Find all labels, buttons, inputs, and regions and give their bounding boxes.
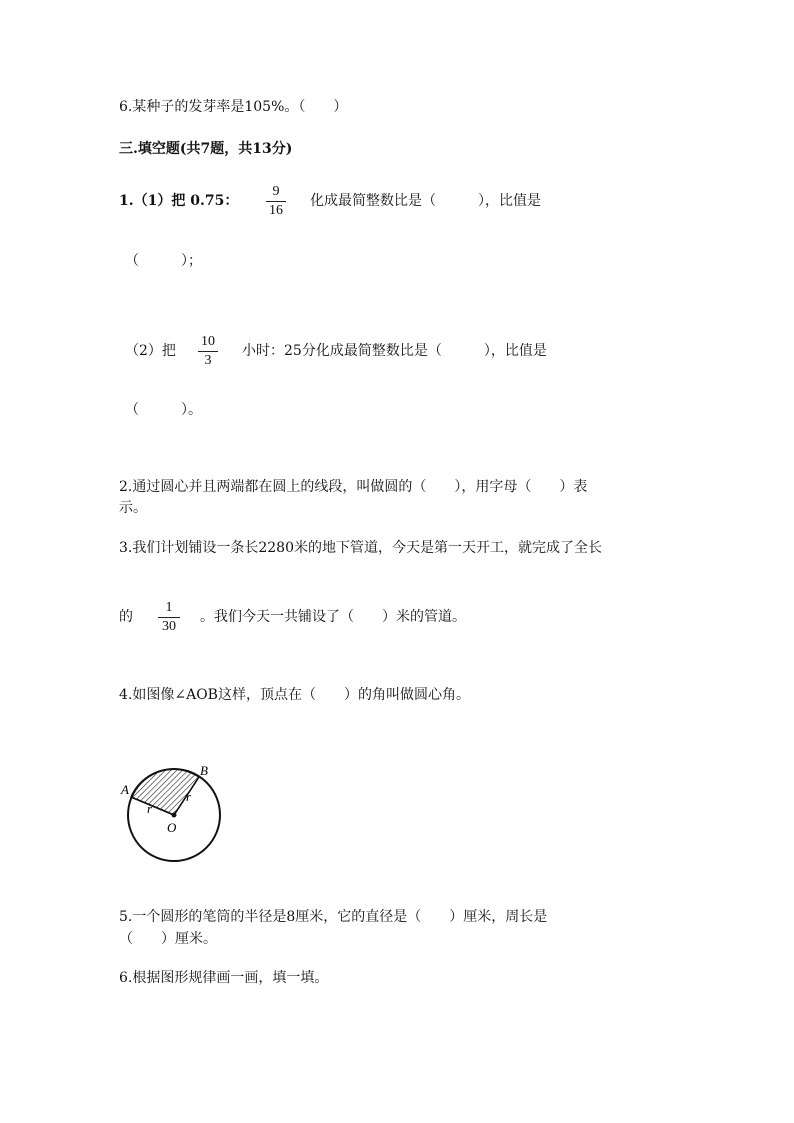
q3-line1: 3.我们计划铺设一条长2280米的地下管道，今天是第一天开工，就完成了全长 [119,540,602,556]
fraction-numerator: 10 [201,334,215,349]
q2-line2: 示。 [119,500,147,516]
q2-line1: 2.通过圆心并且两端都在圆上的线段，叫做圆的（ ），用字母（ ）表 [119,479,588,495]
q1-part2-blank: （ ）。 [125,402,202,418]
q1-fraction-9-16 [266,184,286,219]
q1-number: 1.（1）把 0.75： [119,193,239,209]
section-title: 三.填空题(共7题，共13分) [119,141,293,157]
fraction-denominator: 3 [204,353,212,368]
label-o: O [167,820,177,835]
q1-fraction-10-3 [198,334,218,369]
q5-line2: （ ）厘米。 [119,931,217,947]
judge-question-6: 6.某种子的发芽率是105%。（ ） [119,99,348,115]
label-r-left: r [147,801,153,816]
q3-prefix: 的 [119,609,133,625]
central-angle-figure [115,758,235,868]
fraction-denominator: 30 [162,619,176,634]
q1-part1-blank: （ ）； [125,253,202,269]
label-b: B [200,763,208,778]
q1-part2-prefix: （2）把 [125,343,176,359]
q1-part1-prefix [119,190,238,210]
fraction-numerator: 9 [272,184,280,199]
label-r-right: r [186,789,192,804]
q3-fraction-1-30 [158,600,180,635]
q4-text: 4.如图像∠AOB这样，顶点在（ ）的角叫做圆心角。 [119,687,470,703]
q1-part2-suffix: 小时：25分化成最简整数比是（ ），比值是 [242,343,547,359]
fraction-numerator: 1 [165,600,173,615]
q3-suffix: 。我们今天一共铺设了（ ）米的管道。 [200,609,466,625]
fraction-denominator: 16 [269,203,283,218]
q6-fill-question: 6.根据图形规律画一画，填一填。 [119,970,329,986]
q1-part1-suffix: 化成最简整数比是（ ），比值是 [310,193,541,209]
q5-line1: 5.一个圆形的笔筒的半径是8厘米，它的直径是（ ）厘米，周长是 [119,909,548,925]
label-a: A [121,782,129,797]
center-point [172,813,177,818]
